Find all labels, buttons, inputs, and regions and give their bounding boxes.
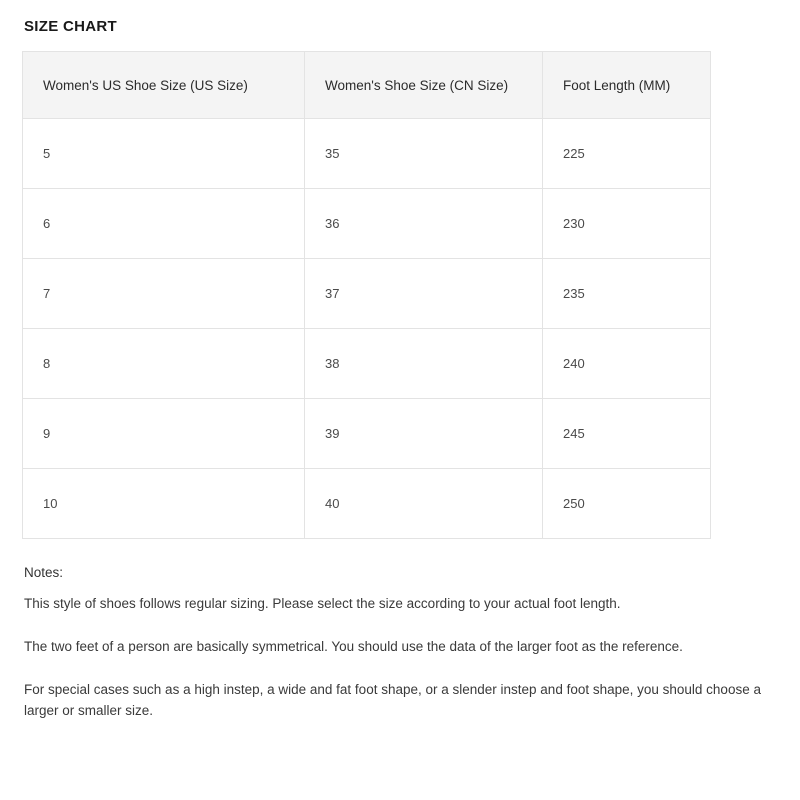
column-header-foot-length: Foot Length (MM): [543, 52, 711, 119]
cell-cn-size: 36: [305, 189, 543, 259]
notes-label: Notes:: [24, 565, 64, 580]
page-title: SIZE CHART: [24, 18, 117, 35]
cell-us-size: 10: [23, 469, 305, 539]
table-row: [23, 469, 711, 539]
cell-foot-length: 230: [543, 189, 711, 259]
cell-cn-size: 38: [305, 329, 543, 399]
notes-section: [22, 565, 778, 722]
cell-foot-length: 245: [543, 399, 711, 469]
cell-cn-size: 37: [305, 259, 543, 329]
note-line-3: For special cases such as a high instep, a wide and fat foot shape, or a slender instep and foot shape, you should choose a larger or smaller size.: [24, 681, 761, 718]
note-line-1: This style of shoes follows regular sizing. Please select the size according to your actual foot length.: [24, 596, 621, 611]
table-header-row: [23, 52, 711, 119]
column-header-cn-size: Women's Shoe Size (CN Size): [305, 52, 543, 119]
cell-foot-length: 250: [543, 469, 711, 539]
cell-foot-length: 225: [543, 119, 711, 189]
cell-us-size: 9: [23, 399, 305, 469]
cell-foot-length: 240: [543, 329, 711, 399]
table-header: [23, 52, 711, 119]
cell-cn-size: 40: [305, 469, 543, 539]
table-row: [23, 259, 711, 329]
table-row: [23, 119, 711, 189]
cell-us-size: 5: [23, 119, 305, 189]
cell-cn-size: 35: [305, 119, 543, 189]
table-row: [23, 399, 711, 469]
note-line-2: The two feet of a person are basically symmetrical. You should use the data of the larger foot as the reference.: [24, 638, 683, 654]
column-header-us-size: Women's US Shoe Size (US Size): [23, 52, 305, 119]
cell-cn-size: 39: [305, 399, 543, 469]
table-row: [23, 329, 711, 399]
size-chart-table: [22, 51, 711, 539]
cell-us-size: 6: [23, 189, 305, 259]
table-row: [23, 189, 711, 259]
cell-us-size: 8: [23, 329, 305, 399]
cell-us-size: 7: [23, 259, 305, 329]
table-body: [23, 119, 711, 539]
cell-foot-length: 235: [543, 259, 711, 329]
